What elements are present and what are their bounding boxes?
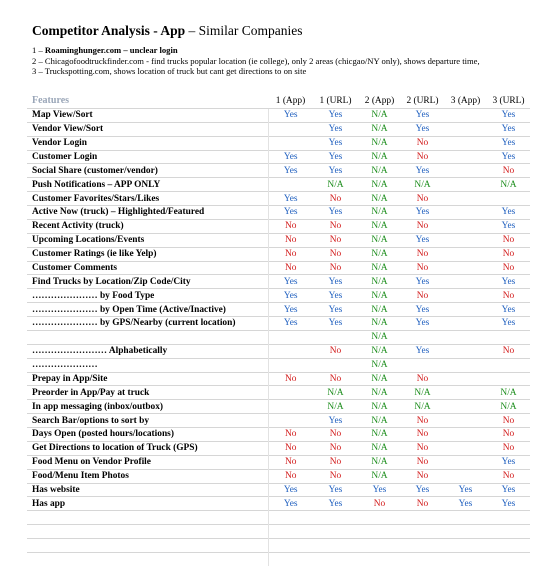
- value-cell: [444, 289, 487, 303]
- value-cell: Yes: [268, 289, 313, 303]
- feature-label: Customer Comments: [27, 261, 268, 275]
- value-cell: [313, 552, 358, 565]
- value-cell: N/A: [358, 261, 401, 275]
- value-cell: Yes: [401, 108, 444, 122]
- feature-label: Customer Ratings (ie like Yelp): [27, 247, 268, 261]
- value-cell: [487, 358, 530, 372]
- value-cell: Yes: [313, 317, 358, 331]
- value-cell: N/A: [358, 358, 401, 372]
- value-cell: Yes: [268, 275, 313, 289]
- value-cell: [313, 511, 358, 525]
- value-cell: [444, 150, 487, 164]
- value-cell: No: [313, 372, 358, 386]
- value-cell: [268, 122, 313, 136]
- value-cell: Yes: [487, 455, 530, 469]
- value-cell: [401, 511, 444, 525]
- value-cell: [268, 344, 313, 358]
- value-cell: Yes: [401, 164, 444, 178]
- value-cell: [444, 469, 487, 483]
- column-header: 2 (App): [364, 96, 395, 107]
- feature-label: Social Share (customer/vendor): [27, 164, 268, 178]
- value-cell: [444, 122, 487, 136]
- value-cell: Yes: [313, 483, 358, 497]
- feature-label: Customer Favorites/Stars/Likes: [27, 192, 268, 206]
- value-cell: [444, 164, 487, 178]
- value-cell: [444, 386, 487, 400]
- value-cell: No: [313, 469, 358, 483]
- value-cell: N/A: [358, 192, 401, 206]
- value-cell: No: [268, 233, 313, 247]
- value-cell: [358, 525, 401, 539]
- table-row: [27, 511, 530, 525]
- feature-label: Push Notifications – APP ONLY: [27, 178, 268, 192]
- value-cell: No: [487, 247, 530, 261]
- value-cell: No: [401, 428, 444, 442]
- value-cell: N/A: [358, 344, 401, 358]
- feature-label: [27, 539, 268, 553]
- value-cell: N/A: [358, 400, 401, 414]
- value-cell: [401, 330, 444, 344]
- value-cell: Yes: [444, 483, 487, 497]
- value-cell: N/A: [487, 386, 530, 400]
- value-cell: Yes: [313, 303, 358, 317]
- value-cell: Yes: [313, 136, 358, 150]
- value-cell: N/A: [358, 372, 401, 386]
- value-cell: No: [401, 469, 444, 483]
- value-cell: N/A: [358, 455, 401, 469]
- value-cell: Yes: [268, 108, 313, 122]
- feature-label: Preorder in App/Pay at truck: [27, 386, 268, 400]
- value-cell: N/A: [487, 178, 530, 192]
- note-3: [32, 66, 480, 77]
- feature-label: Has website: [27, 483, 268, 497]
- value-cell: No: [313, 428, 358, 442]
- feature-label: Search Bar/options to sort by: [27, 414, 268, 428]
- value-cell: N/A: [358, 206, 401, 220]
- table-row: [27, 386, 530, 400]
- table-row: [27, 330, 530, 344]
- value-cell: No: [487, 344, 530, 358]
- value-cell: Yes: [268, 164, 313, 178]
- value-cell: No: [487, 289, 530, 303]
- value-cell: [487, 539, 530, 553]
- value-cell: [444, 511, 487, 525]
- value-cell: No: [487, 233, 530, 247]
- feature-label: Active Now (truck) – Highlighted/Featured: [27, 206, 268, 220]
- value-cell: [444, 539, 487, 553]
- value-cell: Yes: [487, 206, 530, 220]
- value-cell: [487, 525, 530, 539]
- value-cell: [444, 414, 487, 428]
- table-row: [27, 219, 530, 233]
- column-header: 1 (URL): [319, 96, 352, 107]
- value-cell: Yes: [268, 206, 313, 220]
- column-header: 3 (App): [450, 96, 481, 107]
- value-cell: N/A: [401, 178, 444, 192]
- value-cell: [268, 178, 313, 192]
- value-cell: Yes: [401, 122, 444, 136]
- feature-label: In app messaging (inbox/outbox): [27, 400, 268, 414]
- table-row: [27, 275, 530, 289]
- column-header: 2 (URL): [406, 96, 439, 107]
- value-cell: N/A: [358, 150, 401, 164]
- value-cell: [444, 330, 487, 344]
- value-cell: N/A: [313, 178, 358, 192]
- feature-label: Food/Menu Item Photos: [27, 469, 268, 483]
- value-cell: No: [313, 441, 358, 455]
- value-cell: Yes: [487, 108, 530, 122]
- value-cell: N/A: [358, 247, 401, 261]
- value-cell: No: [268, 247, 313, 261]
- feature-label: [27, 552, 268, 565]
- value-cell: [268, 525, 313, 539]
- table-row: [27, 206, 530, 220]
- value-cell: Yes: [487, 136, 530, 150]
- table-row: [27, 552, 530, 565]
- value-cell: [444, 428, 487, 442]
- table-row: [27, 178, 530, 192]
- value-cell: Yes: [401, 303, 444, 317]
- column-header: 1 (App): [275, 96, 306, 107]
- value-cell: Yes: [444, 497, 487, 511]
- value-cell: N/A: [358, 303, 401, 317]
- note-1: [32, 45, 480, 56]
- value-cell: Yes: [358, 483, 401, 497]
- value-cell: Yes: [268, 150, 313, 164]
- table-row: [27, 164, 530, 178]
- feature-label: Days Open (posted hours/locations): [27, 428, 268, 442]
- value-cell: Yes: [268, 303, 313, 317]
- table-row: [27, 525, 530, 539]
- value-cell: No: [313, 455, 358, 469]
- feature-label: Prepay in App/Site: [27, 372, 268, 386]
- table-row: [27, 344, 530, 358]
- value-cell: N/A: [358, 136, 401, 150]
- value-cell: N/A: [358, 386, 401, 400]
- table-row: [27, 122, 530, 136]
- value-cell: Yes: [487, 483, 530, 497]
- value-cell: No: [401, 497, 444, 511]
- value-cell: No: [487, 164, 530, 178]
- feature-comparison-table: [27, 95, 530, 566]
- value-cell: No: [487, 441, 530, 455]
- feature-label: Map View/Sort: [27, 108, 268, 122]
- value-cell: [268, 358, 313, 372]
- note-2: [32, 56, 480, 67]
- feature-label: Find Trucks by Location/Zip Code/City: [27, 275, 268, 289]
- title-rest: – Similar Companies: [185, 23, 303, 38]
- value-cell: N/A: [358, 164, 401, 178]
- value-cell: No: [268, 428, 313, 442]
- value-cell: N/A: [358, 219, 401, 233]
- value-cell: [358, 511, 401, 525]
- note-number: 3 –: [32, 66, 45, 76]
- value-cell: [268, 414, 313, 428]
- value-cell: [444, 261, 487, 275]
- value-cell: No: [401, 219, 444, 233]
- feature-label: [27, 525, 268, 539]
- value-cell: Yes: [313, 289, 358, 303]
- value-cell: [358, 539, 401, 553]
- feature-label: Recent Activity (truck): [27, 219, 268, 233]
- value-cell: Yes: [487, 150, 530, 164]
- feature-label: ………………… by Food Type: [27, 289, 268, 303]
- value-cell: No: [313, 192, 358, 206]
- value-cell: [444, 358, 487, 372]
- table-row: [27, 441, 530, 455]
- value-cell: Yes: [268, 497, 313, 511]
- value-cell: [444, 275, 487, 289]
- value-cell: Yes: [268, 483, 313, 497]
- feature-label: Customer Login: [27, 150, 268, 164]
- value-cell: Yes: [487, 303, 530, 317]
- table-row: [27, 303, 530, 317]
- value-cell: Yes: [313, 122, 358, 136]
- feature-label: Vendor Login: [27, 136, 268, 150]
- value-cell: [444, 441, 487, 455]
- value-cell: [444, 525, 487, 539]
- feature-label: ………………… by GPS/Nearby (current location): [27, 317, 268, 331]
- value-cell: N/A: [358, 275, 401, 289]
- table-row: [27, 469, 530, 483]
- value-cell: [487, 192, 530, 206]
- value-cell: Yes: [487, 497, 530, 511]
- value-cell: N/A: [358, 428, 401, 442]
- table-row: [27, 428, 530, 442]
- value-cell: N/A: [358, 178, 401, 192]
- table-row: [27, 414, 530, 428]
- table-row: [27, 317, 530, 331]
- value-cell: Yes: [268, 317, 313, 331]
- value-cell: No: [268, 469, 313, 483]
- value-cell: No: [313, 233, 358, 247]
- value-cell: No: [401, 261, 444, 275]
- value-cell: No: [401, 455, 444, 469]
- feature-label: Vendor View/Sort: [27, 122, 268, 136]
- value-cell: Yes: [268, 192, 313, 206]
- value-cell: [444, 178, 487, 192]
- table-header-row: [27, 95, 530, 108]
- note-bold-text: Roaminghunger.com – unclear login: [44, 45, 178, 55]
- value-cell: No: [401, 372, 444, 386]
- value-cell: No: [313, 247, 358, 261]
- value-cell: No: [401, 414, 444, 428]
- value-cell: [444, 247, 487, 261]
- value-cell: [487, 552, 530, 565]
- value-cell: [401, 358, 444, 372]
- value-cell: [444, 219, 487, 233]
- value-cell: No: [401, 150, 444, 164]
- value-cell: No: [313, 261, 358, 275]
- value-cell: Yes: [313, 206, 358, 220]
- value-cell: [268, 386, 313, 400]
- value-cell: Yes: [487, 219, 530, 233]
- feature-label: Food Menu on Vendor Profile: [27, 455, 268, 469]
- value-cell: [444, 372, 487, 386]
- value-cell: N/A: [358, 469, 401, 483]
- document-title: [32, 23, 303, 39]
- value-cell: No: [487, 261, 530, 275]
- value-cell: [268, 552, 313, 565]
- value-cell: No: [313, 219, 358, 233]
- feature-label: Get Directions to location of Truck (GPS): [27, 441, 268, 455]
- value-cell: [268, 330, 313, 344]
- value-cell: No: [268, 219, 313, 233]
- value-cell: N/A: [358, 441, 401, 455]
- value-cell: N/A: [401, 386, 444, 400]
- table-row: [27, 233, 530, 247]
- value-cell: [313, 330, 358, 344]
- feature-label: …………………: [27, 358, 268, 372]
- value-cell: No: [401, 136, 444, 150]
- feature-label: [27, 511, 268, 525]
- value-cell: N/A: [358, 108, 401, 122]
- value-cell: No: [487, 469, 530, 483]
- value-cell: Yes: [313, 108, 358, 122]
- value-cell: N/A: [313, 386, 358, 400]
- value-cell: No: [268, 261, 313, 275]
- table-row: [27, 108, 530, 122]
- value-cell: [444, 455, 487, 469]
- value-cell: N/A: [358, 289, 401, 303]
- value-cell: [444, 552, 487, 565]
- table-row: [27, 247, 530, 261]
- value-cell: [268, 539, 313, 553]
- competitor-notes: [32, 45, 480, 77]
- value-cell: Yes: [401, 275, 444, 289]
- value-cell: Yes: [313, 275, 358, 289]
- feature-label: Has app: [27, 497, 268, 511]
- value-cell: Yes: [313, 497, 358, 511]
- value-cell: N/A: [313, 400, 358, 414]
- table-row: [27, 150, 530, 164]
- value-cell: [313, 539, 358, 553]
- value-cell: No: [487, 428, 530, 442]
- value-cell: [268, 136, 313, 150]
- value-cell: [487, 330, 530, 344]
- value-cell: [401, 525, 444, 539]
- value-cell: [444, 108, 487, 122]
- note-number: 1 –: [32, 45, 45, 55]
- feature-label: ………………… by Open Time (Active/Inactive): [27, 303, 268, 317]
- value-cell: [358, 552, 401, 565]
- value-cell: [268, 511, 313, 525]
- value-cell: [444, 192, 487, 206]
- value-cell: Yes: [313, 414, 358, 428]
- table-row: [27, 455, 530, 469]
- value-cell: No: [401, 441, 444, 455]
- value-cell: No: [268, 455, 313, 469]
- feature-label: Upcoming Locations/Events: [27, 233, 268, 247]
- column-header: 3 (URL): [492, 96, 525, 107]
- value-cell: No: [268, 441, 313, 455]
- table-row: [27, 483, 530, 497]
- value-cell: N/A: [358, 317, 401, 331]
- value-cell: [444, 400, 487, 414]
- value-cell: Yes: [401, 206, 444, 220]
- value-cell: [444, 233, 487, 247]
- value-cell: [444, 206, 487, 220]
- table-row: [27, 539, 530, 553]
- value-cell: Yes: [401, 317, 444, 331]
- value-cell: [487, 372, 530, 386]
- value-cell: Yes: [401, 233, 444, 247]
- table-row: [27, 497, 530, 511]
- value-cell: Yes: [313, 150, 358, 164]
- value-cell: N/A: [487, 400, 530, 414]
- value-cell: [268, 400, 313, 414]
- value-cell: N/A: [358, 330, 401, 344]
- table-row: [27, 372, 530, 386]
- title-bold: Competitor Analysis - App: [32, 23, 186, 38]
- value-cell: Yes: [401, 483, 444, 497]
- table-row: [27, 400, 530, 414]
- value-cell: [313, 525, 358, 539]
- table-row: [27, 136, 530, 150]
- note-text: Truckspotting.com, shows location of truck but cant get directions to on site: [44, 66, 307, 76]
- value-cell: [401, 539, 444, 553]
- value-cell: No: [401, 192, 444, 206]
- value-cell: No: [313, 344, 358, 358]
- value-cell: Yes: [487, 317, 530, 331]
- note-text: Chicagofoodtruckfinder.com - find trucks popular location (ie college), only 2 areas (chicgao/NY only), shows departure time,: [44, 55, 480, 66]
- value-cell: [401, 552, 444, 565]
- table-row: [27, 192, 530, 206]
- table-row: [27, 261, 530, 275]
- feature-label: [27, 330, 268, 344]
- value-cell: Yes: [487, 122, 530, 136]
- column-header-features: Features: [32, 95, 70, 107]
- value-cell: [444, 136, 487, 150]
- value-cell: No: [401, 247, 444, 261]
- value-cell: N/A: [358, 122, 401, 136]
- value-cell: [487, 511, 530, 525]
- value-cell: N/A: [358, 233, 401, 247]
- value-cell: [444, 317, 487, 331]
- value-cell: Yes: [487, 275, 530, 289]
- value-cell: [444, 344, 487, 358]
- note-number: 2 –: [32, 55, 45, 66]
- value-cell: [313, 358, 358, 372]
- value-cell: No: [401, 289, 444, 303]
- value-cell: N/A: [358, 414, 401, 428]
- value-cell: N/A: [401, 400, 444, 414]
- feature-label: …………………… Alphabetically: [27, 344, 268, 358]
- value-cell: No: [487, 414, 530, 428]
- value-cell: [444, 303, 487, 317]
- value-cell: No: [358, 497, 401, 511]
- value-cell: No: [268, 372, 313, 386]
- table-row: [27, 289, 530, 303]
- value-cell: Yes: [401, 344, 444, 358]
- table-row: [27, 358, 530, 372]
- value-cell: Yes: [313, 164, 358, 178]
